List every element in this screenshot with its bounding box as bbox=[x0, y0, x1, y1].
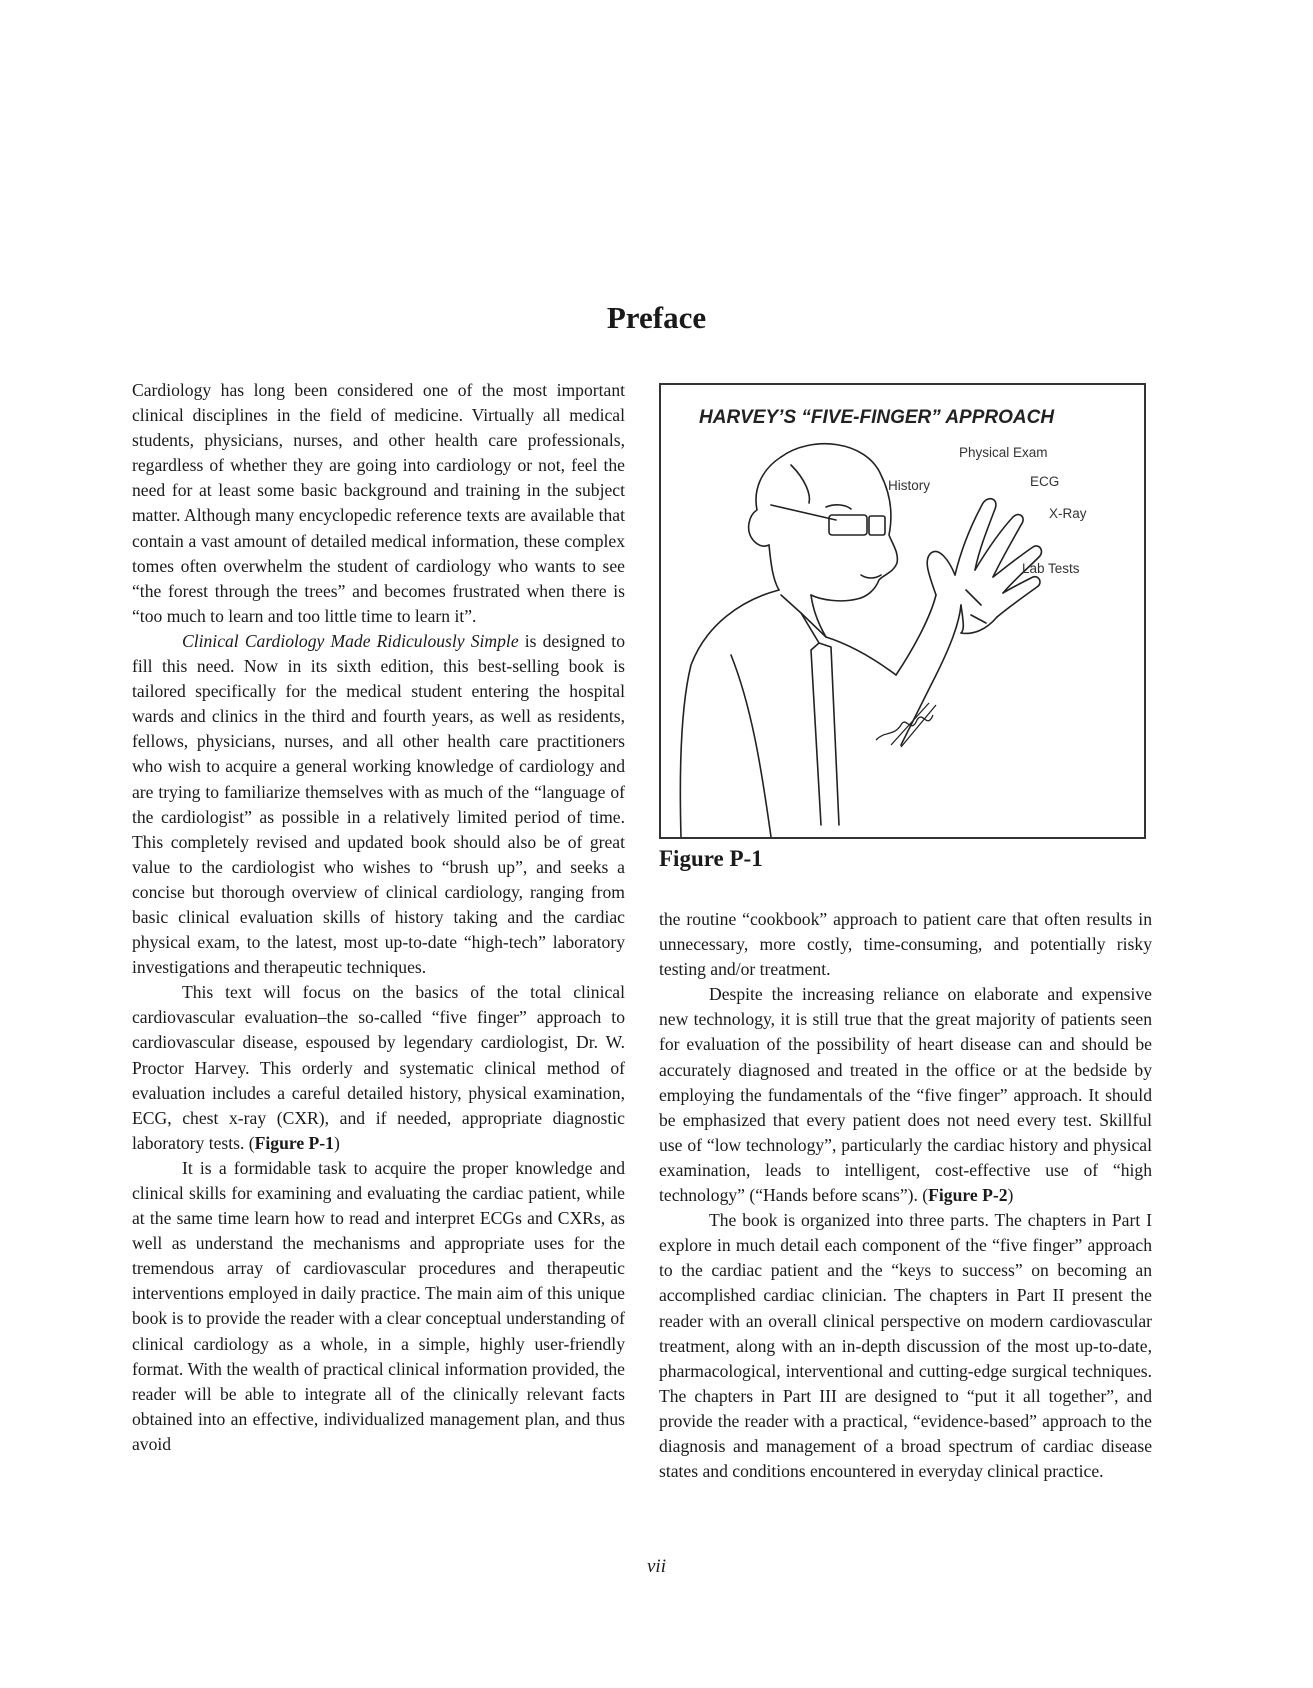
label-ecg: ECG bbox=[1030, 474, 1060, 489]
paragraph-technology: Despite the increasing reliance on elaborate and expensive new technology, it is still true that the great majority of patients seen for evaluation of the possibility of heart disease can and should be accurately diagnosed and treated in the office or at the bedside by employing the fundamentals of the “five finger” approach. It should be emphasized that every patient does not need every test. Skillful use of “low technology”, particularly the cardiac history and physical examination, leads to intelligent, cost-effective use of “high technology” (“Hands before scans”). (Figure P-2) bbox=[659, 984, 1152, 1206]
page-title: Preface bbox=[606, 300, 707, 335]
label-physical-exam: Physical Exam bbox=[959, 445, 1048, 460]
paragraph-five-finger: This text will focus on the basics of the total clinical cardiovascular evaluation–the so-called “five finger” approach to cardiovascular disease, espoused by legendary cardiologist, Dr. W. Proctor Harvey. This orderly and systematic clinical method of evaluation includes a careful detailed history, physical examination, ECG, chest x-ray (CXR), and if needed, appropriate diagnostic laboratory tests. (Figure P-1) bbox=[132, 982, 625, 1153]
label-lab-tests: Lab Tests bbox=[1022, 561, 1080, 576]
paragraph-book-purpose: Clinical Cardiology Made Ridiculously Simple is designed to fill this need. Now in its sixth edition, this best-selling book is tailored specifically for the medical student entering the hospital wards and clinics in the third and fourth years, as well as residents, fellows, physicians, nurses, and all other health care practitioners who wish to acquire a general working knowledge of cardiology and are trying to familiarize themselves with as much of the “language of the cardiologist” as possible in a relatively limited period of time. This completely revised and updated book should also be of great value to the cardiologist who wishes to “brush up”, and seeks a concise but thorough overview of clinical cardiology, ranging from basic clinical evaluation skills of history taking and the cardiac physical exam, to the latest, most up-to-date “high-tech” laboratory investigations and therapeutic techniques. bbox=[132, 630, 625, 978]
paragraph-intro: Cardiology has long been considered one of the most important clinical disciplines in the field of medicine. Virtually all medical students, physicians, nurses, and other health care professionals, regardless of whether they are going into cardiology or not, feel the need for at least some basic background and training in the subject matter. Although many encyclopedic reference texts are available that contain a vast amount of detailed medical information, these complex tomes often overwhelm the student of cardiology who wants to see “the forest through the trees” and becomes frustrated when there is “too much to learn and too little time to learn it”. bbox=[132, 380, 625, 626]
right-column bbox=[659, 907, 1152, 1484]
page-number: vii bbox=[647, 1556, 666, 1577]
paragraph-organization: The book is organized into three parts. The chapters in Part I explore in much detail each component of the “five finger” approach to the cardiac patient and the “keys to success” on becoming an accomplished cardiac clinician. The chapters in Part II present the reader with an overall clinical perspective on modern cardiovascular treatment, along with an in-depth discussion of the most up-to-date, pharmacological, interventional and cutting-edge surgical techniques. The chapters in Part III are designed to “put it all together”, and provide the reader with a practical, “evidence-based” approach to the diagnosis and management of a broad spectrum of cardiac disease states and conditions encountered in everyday clinical practice. bbox=[659, 1210, 1152, 1482]
label-history: History bbox=[888, 478, 931, 493]
figure-title: HARVEY’S “FIVE-FINGER” APPROACH bbox=[699, 407, 1055, 428]
figure-reference-p2[interactable]: Figure P-2 bbox=[928, 1185, 1008, 1206]
figure-caption: Figure P-1 bbox=[659, 846, 763, 871]
figure-five-finger bbox=[659, 383, 1146, 839]
book-title: Clinical Cardiology Made Ridiculously Simple bbox=[182, 630, 519, 651]
doctor-hand-illustration bbox=[661, 385, 1144, 837]
figure-reference-p1[interactable]: Figure P-1 bbox=[254, 1132, 334, 1153]
label-xray: X-Ray bbox=[1049, 506, 1087, 521]
left-column bbox=[132, 378, 625, 1457]
paragraph-cookbook: the routine “cookbook” approach to patient care that often results in unnecessary, more costly, time-consuming, and potentially risky testing and/or treatment. bbox=[659, 909, 1152, 980]
paragraph-formidable-task: It is a formidable task to acquire the proper knowledge and clinical skills for examining and evaluating the cardiac patient, while at the same time learn how to read and interpret ECGs and CXRs, as well as understand the mechanisms and appropriate uses for the tremendous array of cardiovascular procedures and therapeutic interventions employed in daily practice. The main aim of this unique book is to provide the reader with a clear conceptual understanding of clinical cardiology as a whole, in a simple, highly user-friendly format. With the wealth of practical clinical information provided, the reader will be able to integrate all of the clinically relevant facts obtained into an effective, individualized management plan, and thus avoid bbox=[132, 1157, 625, 1454]
